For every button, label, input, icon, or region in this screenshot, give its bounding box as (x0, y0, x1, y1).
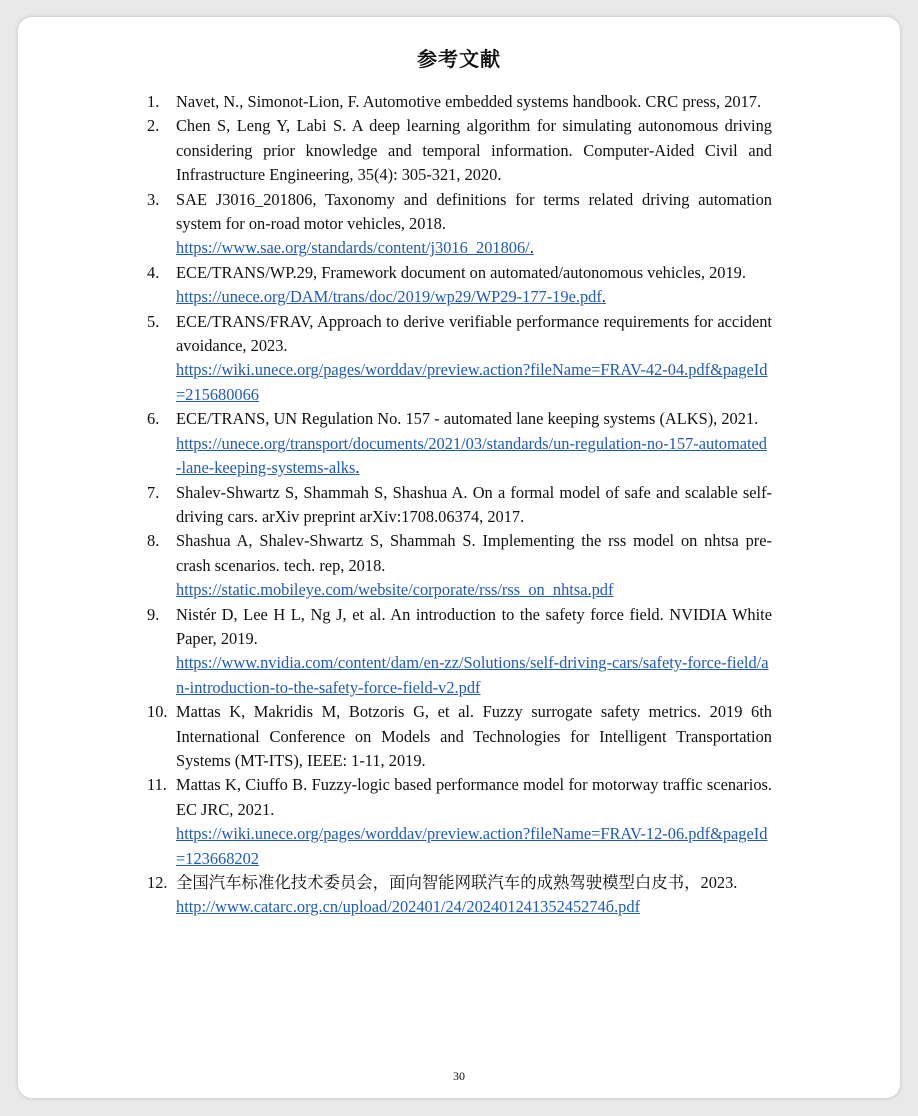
reference-link[interactable] (176, 432, 772, 481)
reference-link[interactable] (176, 358, 772, 407)
reference-text: Chen S, Leng Y, Labi S. A deep learning algorithm for simulating autonomous driving considering prior knowledge and temporal information. Computer‐Aided Civil and Infrastructure Engineering, 35(4): 305-321, 2020. (176, 116, 772, 185)
reference-text: Shalev-Shwartz S, Shammah S, Shashua A. On a formal model of safe and scalable self-driving cars. arXiv preprint arXiv:1708.06374, 2017. (176, 482, 772, 526)
reference-number: 3. (147, 189, 160, 209)
reference-link[interactable] (176, 651, 772, 700)
reference-url[interactable]: https://www.sae.org/standards/content/j3016_201806/ (176, 238, 530, 258)
reference-number: 6. (147, 409, 160, 429)
reference-trail: . (355, 458, 360, 478)
reference-url[interactable]: http://www.catarc.org.cn/upload/202401/24/20240124135245274б.pdf (176, 897, 641, 917)
reference-url[interactable]: https://unece.org/DAM/trans/doc/2019/wp29/WP29-177-19e.pdf (176, 287, 602, 307)
reference-link[interactable] (176, 895, 772, 919)
reference-link[interactable] (176, 285, 772, 309)
reference-item (147, 188, 772, 261)
reference-link[interactable] (176, 822, 772, 871)
page-title: 参考文献 (417, 47, 501, 71)
reference-item (147, 310, 772, 408)
reference-number: 10. (147, 702, 168, 722)
reference-item (147, 481, 772, 530)
reference-number: 7. (147, 482, 160, 502)
reference-item (147, 114, 772, 187)
reference-text: ECE/TRANS/WP.29, Framework document on automated/autonomous vehicles, 2019. (176, 262, 746, 282)
reference-text: ECE/TRANS/FRAV, Approach to derive verifiable performance requirements for accident avoidance, 2023. (176, 311, 772, 356)
reference-text: Shashua A, Shalev-Shwartz S, Shammah S. Implementing the rss model on nhtsa pre-crash scenarios. tech. rep, 2018. (176, 531, 772, 575)
reference-url[interactable]: https://wiki.unece.org/pages/worddav/preview.action?fileName=FRAV-42-04.pdf&pageId=215680066 (176, 360, 768, 404)
page-number: 30 (453, 1069, 465, 1083)
reference-number: 4. (147, 262, 160, 282)
reference-url[interactable]: https://static.mobileye.com/website/corporate/rss/rss_on_nhtsa.pdf (176, 580, 614, 600)
reference-link[interactable] (176, 578, 772, 602)
reference-text: 全国汽车标准化技术委员会，面向智能网联汽车的成熟驾驶模型白皮书，2023. (176, 873, 738, 892)
document-page (18, 17, 900, 1098)
reference-text: Mattas K, Ciuffo B. Fuzzy-logic based performance model for motorway traffic scenarios. EC JRC, 2021. (176, 775, 772, 819)
reference-trail: . (529, 238, 534, 258)
reference-number: 1. (147, 92, 160, 111)
reference-item (147, 261, 772, 310)
reference-list (147, 90, 772, 920)
reference-url[interactable]: https://unece.org/transport/documents/2021/03/standards/un-regulation-no-157-automated-lane-keeping-systems-alks (176, 433, 767, 478)
reference-number: 9. (147, 604, 160, 624)
reference-item (147, 407, 772, 480)
reference-number: 5. (147, 311, 160, 331)
reference-text: SAE J3016_201806, Taxonomy and definitions for terms related driving automation system for on-road motor vehicles, 2018. (176, 189, 772, 234)
reference-url[interactable]: https://wiki.unece.org/pages/worddav/preview.action?fileName=FRAV-12-06.pdf&pageId=123668202 (176, 824, 768, 868)
reference-text: ECE/TRANS, UN Regulation No. 157 - automated lane keeping systems (ALKS), 2021. (176, 409, 759, 429)
reference-text: Nistér D, Lee H L, Ng J, et al. An introduction to the safety force field. NVIDIA White Paper, 2019. (176, 604, 772, 648)
reference-item (147, 529, 772, 602)
reference-trail: . (601, 287, 606, 307)
reference-link[interactable] (176, 236, 772, 260)
reference-item (147, 871, 772, 920)
reference-number: 2. (147, 116, 160, 136)
reference-number: 11. (147, 775, 167, 795)
reference-item (147, 700, 772, 773)
reference-item (147, 773, 772, 871)
reference-item (147, 90, 772, 114)
reference-url[interactable]: https://www.nvidia.com/content/dam/en-zz/Solutions/self-driving-cars/safety-force-field/an-introduction-to-the-safety-force-field-v2.pdf (176, 653, 769, 697)
reference-text: Mattas K, Makridis M, Botzoris G, et al. Fuzzy surrogate safety metrics. 2019 6th International Conference on Models and Technologies for Intelligent Transportation Systems (MT-ITS), IEEE: 1-11, 2019. (176, 702, 772, 770)
reference-number: 8. (147, 531, 160, 551)
reference-text: Navet, N., Simonot-Lion, F. Automotive embedded systems handbook. CRC press, 2017. (176, 92, 762, 111)
reference-number: 12. (147, 873, 168, 892)
reference-item (147, 603, 772, 701)
